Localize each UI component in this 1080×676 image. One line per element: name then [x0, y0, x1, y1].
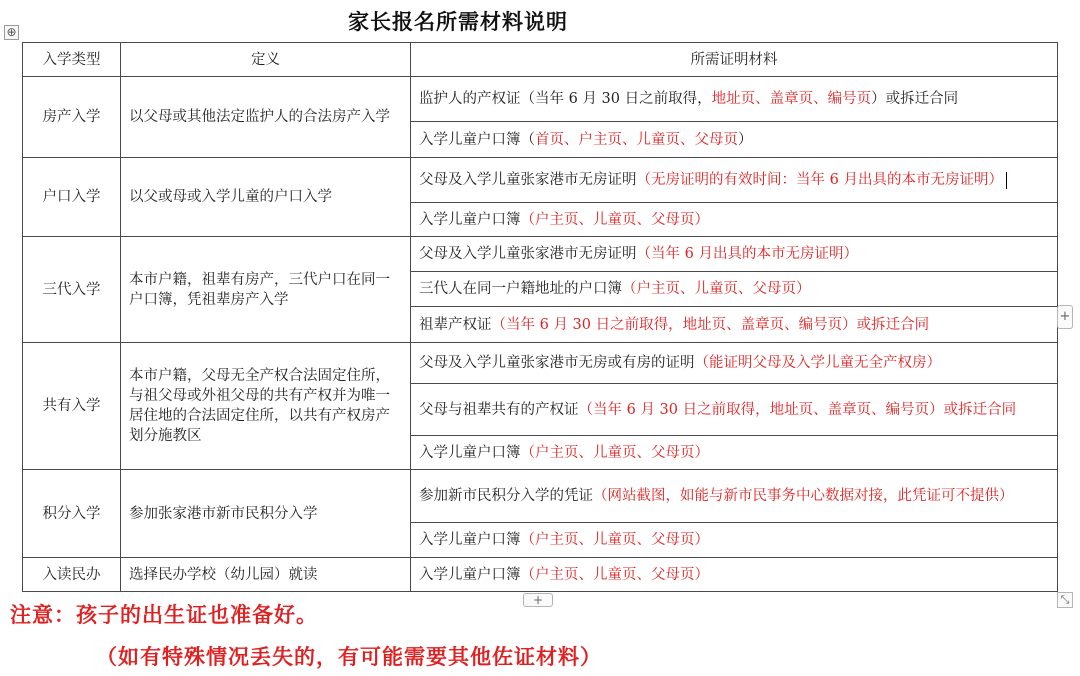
definition-cell[interactable]: 本市户籍，祖辈有房产，三代户口在同一户口簿，凭祖辈房产入学 [121, 237, 411, 343]
document-title: 家长报名所需材料说明 [348, 9, 568, 34]
definition-cell[interactable]: 本市户籍，父母无全产权合法固定住所，与祖父母或外祖父母的共有产权并为唯一居住地的合法固定住所，以共有产权房产划分施教区 [121, 343, 411, 470]
table-row [23, 558, 1058, 592]
material-cell[interactable]: 入学儿童户口簿（户主页、儿童页、父母页） [411, 203, 1058, 237]
material-cell[interactable]: 祖辈产权证（当年 6 月 30 日之前取得，地址页、盖章页、编号页）或拆迁合同 [411, 307, 1058, 343]
note-birth-certificate: 注意：孩子的出生证也准备好。 [10, 602, 318, 627]
table-row [23, 470, 1058, 523]
material-cell[interactable]: 三代人在同一户籍地址的户口簿（户主页、儿童页、父母页） [411, 272, 1058, 307]
type-cell[interactable]: 三代入学 [23, 237, 121, 343]
table-resize-handle-icon[interactable]: ⤡ [1057, 592, 1073, 608]
material-cell[interactable]: 父母与祖辈共有的产权证（当年 6 月 30 日之前取得，地址页、盖章页、编号页）或拆迁合同 [411, 384, 1058, 436]
material-cell[interactable]: 父母及入学儿童张家港市无房证明（无房证明的有效时间：当年 6 月出具的本市无房证明） [411, 158, 1058, 203]
note-supplementary: （如有特殊情况丢失的，有可能需要其他佐证材料） [96, 644, 602, 669]
material-cell[interactable]: 父母及入学儿童张家港市无房或有房的证明（能证明父母及入学儿童无全产权房） [411, 343, 1058, 384]
add-column-button[interactable]: + [1057, 305, 1073, 329]
material-cell[interactable]: 入学儿童户口簿（户主页、儿童页、父母页） [411, 523, 1058, 558]
definition-cell[interactable]: 选择民办学校（幼儿园）就读 [121, 558, 411, 592]
table-move-handle-icon[interactable]: ⊕ [4, 25, 19, 40]
materials-table [22, 42, 1058, 592]
header-materials: 所需证明材料 [411, 43, 1058, 77]
table-row [23, 158, 1058, 203]
definition-cell[interactable]: 参加张家港市新市民积分入学 [121, 470, 411, 558]
text-cursor [1006, 172, 1007, 189]
table-header-row [23, 43, 1058, 77]
type-cell[interactable]: 入读民办 [23, 558, 121, 592]
table-row [23, 77, 1058, 122]
header-definition: 定义 [121, 43, 411, 77]
material-cell[interactable]: 入学儿童户口簿（首页、户主页、儿童页、父母页） [411, 122, 1058, 158]
add-row-button[interactable]: + [523, 593, 553, 607]
definition-cell[interactable]: 以父母或其他法定监护人的合法房产入学 [121, 77, 411, 158]
type-cell[interactable]: 共有入学 [23, 343, 121, 470]
material-cell[interactable]: 入学儿童户口簿（户主页、儿童页、父母页） [411, 558, 1058, 592]
material-cell[interactable]: 入学儿童户口簿（户主页、儿童页、父母页） [411, 436, 1058, 470]
material-cell[interactable]: 父母及入学儿童张家港市无房证明（当年 6 月出具的本市无房证明） [411, 237, 1058, 272]
type-cell[interactable]: 积分入学 [23, 470, 121, 558]
table-row [23, 343, 1058, 384]
definition-cell[interactable]: 以父或母或入学儿童的户口入学 [121, 158, 411, 237]
type-cell[interactable]: 房产入学 [23, 77, 121, 158]
header-type: 入学类型 [23, 43, 121, 77]
table-row [23, 237, 1058, 272]
material-cell[interactable]: 参加新市民积分入学的凭证（网站截图，如能与新市民事务中心数据对接，此凭证可不提供） [411, 470, 1058, 523]
material-cell[interactable]: 监护人的产权证（当年 6 月 30 日之前取得，地址页、盖章页、编号页）或拆迁合同 [411, 77, 1058, 122]
type-cell[interactable]: 户口入学 [23, 158, 121, 237]
